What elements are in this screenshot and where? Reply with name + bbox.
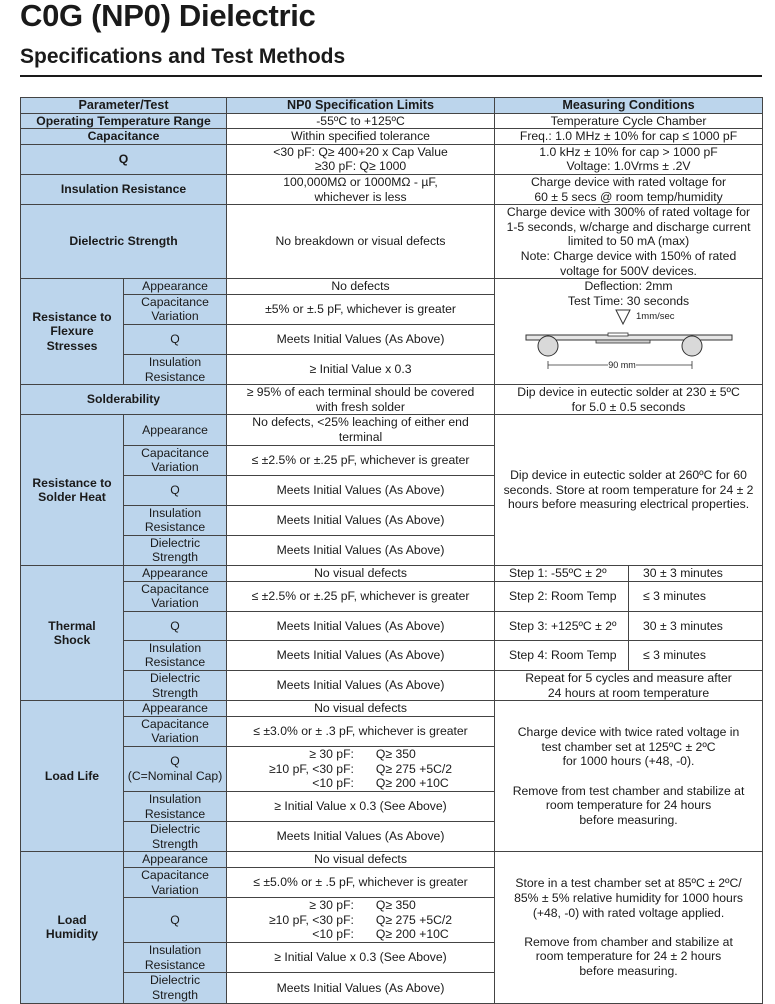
spec-cell: Meets Initial Values (As Above) xyxy=(227,611,495,640)
press-speed-label: 1mm/sec xyxy=(635,311,675,323)
sub-label: Dielectric Strength xyxy=(124,535,227,565)
support-roller-right xyxy=(682,336,702,356)
table-row xyxy=(21,144,763,174)
sub-label: Insulation Resistance xyxy=(124,354,227,384)
table-header-row xyxy=(21,98,763,114)
meas-q: 1.0 kHz ± 10% for cap > 1000 pF Voltage: 1.0Vrms ± .2V xyxy=(495,144,763,174)
group-solder-heat: Resistance to Solder Heat xyxy=(21,415,124,566)
q-criteria-list xyxy=(269,747,452,791)
thermal-step: Step 1: -55ºC ± 2º xyxy=(495,566,629,582)
spec-cell: ≥ Initial Value x 0.3 xyxy=(227,354,495,384)
spec-cell: ≥ Initial Value x 0.3 (See Above) xyxy=(227,792,495,822)
sub-label: Appearance xyxy=(124,415,227,445)
page-subtitle: Specifications and Test Methods xyxy=(20,45,346,68)
spec-q: <30 pF: Q≥ 400+20 x Cap Value ≥30 pF: Q≥ 1000 xyxy=(227,144,495,174)
spec-solderability: ≥ 95% of each terminal should be covered with fresh solder xyxy=(227,385,495,415)
meas-capacitance: Freq.: 1.0 MHz ± 10% for cap ≤ 1000 pF xyxy=(495,129,763,145)
sub-label: Q (C=Nominal Cap) xyxy=(124,747,227,792)
group-load-humidity: Load Humidity xyxy=(21,852,124,1003)
q-criteria-list xyxy=(269,898,452,942)
spec-cell: No defects xyxy=(227,279,495,295)
meas-insulation: Charge device with rated voltage for 60 ± 5 secs @ room temp/humidity xyxy=(495,174,763,204)
spec-dielectric: No breakdown or visual defects xyxy=(227,205,495,279)
spec-table xyxy=(20,97,763,1004)
meas-flexure xyxy=(495,279,763,385)
spec-cell: Meets Initial Values (As Above) xyxy=(227,475,495,505)
spec-insulation: 100,000MΩ or 1000MΩ - µF, whichever is less xyxy=(227,174,495,204)
span-label: 90 mm xyxy=(607,360,636,371)
q-value: Q≥ 200 +10C xyxy=(375,776,449,791)
meas-dielectric: Charge device with 300% of rated voltage for 1-5 seconds, w/charge and discharge current limited to 50 mA (max) Note: Charge device with 150% of rated voltage for 500V devices. xyxy=(495,205,763,279)
meas-op-temp: Temperature Cycle Chamber xyxy=(495,113,763,129)
param-insulation: Insulation Resistance xyxy=(21,174,227,204)
table-row xyxy=(21,129,763,145)
table-row xyxy=(21,611,763,640)
support-roller-left xyxy=(538,336,558,356)
sub-label: Capacitance Variation xyxy=(124,581,227,611)
flexure-conditions: Deflection: 2mm Test Time: 30 seconds xyxy=(567,279,690,308)
table-row xyxy=(21,640,763,670)
sub-label: Capacitance Variation xyxy=(124,716,227,746)
table-row xyxy=(21,205,763,279)
col-header-meas: Measuring Conditions xyxy=(495,98,763,114)
thermal-time: 30 ± 3 minutes xyxy=(629,566,763,582)
q-range: <10 pF: xyxy=(312,927,354,942)
meas-load-life: Charge device with twice rated voltage in test chamber set at 125ºC ± 2ºC for 1000 hours (+48, -0). Remove from test chamber and stabilize at room temperature for 24 hours before measuring. xyxy=(495,701,763,852)
param-solderability: Solderability xyxy=(21,385,227,415)
q-value: Q≥ 350 xyxy=(375,898,416,913)
table-row xyxy=(21,415,763,445)
thermal-step: Step 2: Room Temp xyxy=(495,581,629,611)
group-flexure: Resistance to Flexure Stresses xyxy=(21,279,124,385)
group-thermal-shock: Thermal Shock xyxy=(21,566,124,701)
q-value: Q≥ 275 +5C/2 xyxy=(375,912,453,927)
spec-cell: ≤ ±5.0% or ± .5 pF, whichever is greater xyxy=(227,867,495,897)
spec-cell: ≥ Initial Value x 0.3 (See Above) xyxy=(227,943,495,973)
capacitor-chip xyxy=(596,340,650,343)
sub-label: Insulation Resistance xyxy=(124,943,227,973)
q-range: ≥ 30 pF: xyxy=(309,898,354,913)
table-row xyxy=(21,113,763,129)
chip-terminal xyxy=(608,333,628,336)
col-header-spec: NP0 Specification Limits xyxy=(227,98,495,114)
spec-cell: ≤ ±2.5% or ±.25 pF, whichever is greater xyxy=(227,445,495,475)
param-op-temp: Operating Temperature Range xyxy=(21,113,227,129)
q-value: Q≥ 350 xyxy=(375,747,416,762)
q-value: Q≥ 200 +10C xyxy=(375,927,449,942)
q-range: <10 pF: xyxy=(312,776,354,791)
param-capacitance: Capacitance xyxy=(21,129,227,145)
sub-label: Q xyxy=(124,324,227,354)
spec-cell: Meets Initial Values (As Above) xyxy=(227,505,495,535)
meas-load-humidity: Store in a test chamber set at 85ºC ± 2ºC/ 85% ± 5% relative humidity for 1000 hours (+48, -0) with rated voltage applied. Remove from chamber and stabilize at room temperature for 24 ± 2 hours before measuring. xyxy=(495,852,763,1003)
meas-solder-heat: Dip device in eutectic solder at 260ºC for 60 seconds. Store at room temperature for 24 ± 2 hours before measuring electrical properties. xyxy=(495,415,763,566)
page-title: C0G (NP0) Dielectric xyxy=(20,0,316,33)
spec-cell: Meets Initial Values (As Above) xyxy=(227,324,495,354)
press-arrow-icon xyxy=(616,310,630,324)
q-value: Q≥ 275 +5C/2 xyxy=(375,761,453,776)
thermal-time: ≤ 3 minutes xyxy=(629,581,763,611)
spec-cell: Meets Initial Values (As Above) xyxy=(227,640,495,670)
spec-q-life xyxy=(227,747,495,792)
sub-label: Capacitance Variation xyxy=(124,445,227,475)
sub-label: Appearance xyxy=(124,279,227,295)
sub-label: Appearance xyxy=(124,852,227,868)
col-header-param: Parameter/Test xyxy=(21,98,227,114)
sub-label: Insulation Resistance xyxy=(124,640,227,670)
spec-op-temp: -55ºC to +125ºC xyxy=(227,113,495,129)
flexure-test-diagram xyxy=(524,308,734,372)
thermal-repeat-note: Repeat for 5 cycles and measure after 24 hours at room temperature xyxy=(495,671,763,701)
spec-cell: No visual defects xyxy=(227,566,495,582)
table-row xyxy=(21,566,763,582)
spec-q-humidity xyxy=(227,898,495,943)
thermal-time: 30 ± 3 minutes xyxy=(629,611,763,640)
param-dielectric: Dielectric Strength xyxy=(21,205,227,279)
spec-cell: No visual defects xyxy=(227,701,495,717)
sub-label: Appearance xyxy=(124,701,227,717)
title-divider xyxy=(20,75,762,77)
sub-label: Dielectric Strength xyxy=(124,973,227,1003)
test-board xyxy=(526,335,732,340)
sub-label: Q xyxy=(124,898,227,943)
sub-label: Dielectric Strength xyxy=(124,671,227,701)
spec-cell: ≤ ±3.0% or ± .3 pF, whichever is greater xyxy=(227,716,495,746)
table-row xyxy=(21,581,763,611)
table-row xyxy=(21,174,763,204)
spec-cell: Meets Initial Values (As Above) xyxy=(227,671,495,701)
sub-label: Capacitance Variation xyxy=(124,867,227,897)
table-row xyxy=(21,279,763,295)
spec-cell: Meets Initial Values (As Above) xyxy=(227,535,495,565)
spec-cell: ±5% or ±.5 pF, whichever is greater xyxy=(227,294,495,324)
sub-label: Appearance xyxy=(124,566,227,582)
spec-cell: Meets Initial Values (As Above) xyxy=(227,973,495,1003)
spec-capacitance: Within specified tolerance xyxy=(227,129,495,145)
sub-label: Insulation Resistance xyxy=(124,505,227,535)
spec-cell: No defects, <25% leaching of either end terminal xyxy=(227,415,495,445)
sub-label: Q xyxy=(124,475,227,505)
table-row xyxy=(21,701,763,717)
meas-solderability: Dip device in eutectic solder at 230 ± 5ºC for 5.0 ± 0.5 seconds xyxy=(495,385,763,415)
sub-label: Dielectric Strength xyxy=(124,822,227,852)
q-range: ≥10 pF, <30 pF: xyxy=(268,912,354,927)
group-load-life: Load Life xyxy=(21,701,124,852)
thermal-time: ≤ 3 minutes xyxy=(629,640,763,670)
table-row xyxy=(21,852,763,868)
spec-cell: No visual defects xyxy=(227,852,495,868)
param-q: Q xyxy=(21,144,227,174)
sub-label: Q xyxy=(124,611,227,640)
table-row xyxy=(21,671,763,701)
table-row xyxy=(21,385,763,415)
q-range: ≥10 pF, <30 pF: xyxy=(268,761,354,776)
spec-cell: ≤ ±2.5% or ±.25 pF, whichever is greater xyxy=(227,581,495,611)
sub-label: Insulation Resistance xyxy=(124,792,227,822)
thermal-step: Step 3: +125ºC ± 2º xyxy=(495,611,629,640)
q-range: ≥ 30 pF: xyxy=(309,747,354,762)
sub-label: Capacitance Variation xyxy=(124,294,227,324)
spec-cell: Meets Initial Values (As Above) xyxy=(227,822,495,852)
thermal-step: Step 4: Room Temp xyxy=(495,640,629,670)
